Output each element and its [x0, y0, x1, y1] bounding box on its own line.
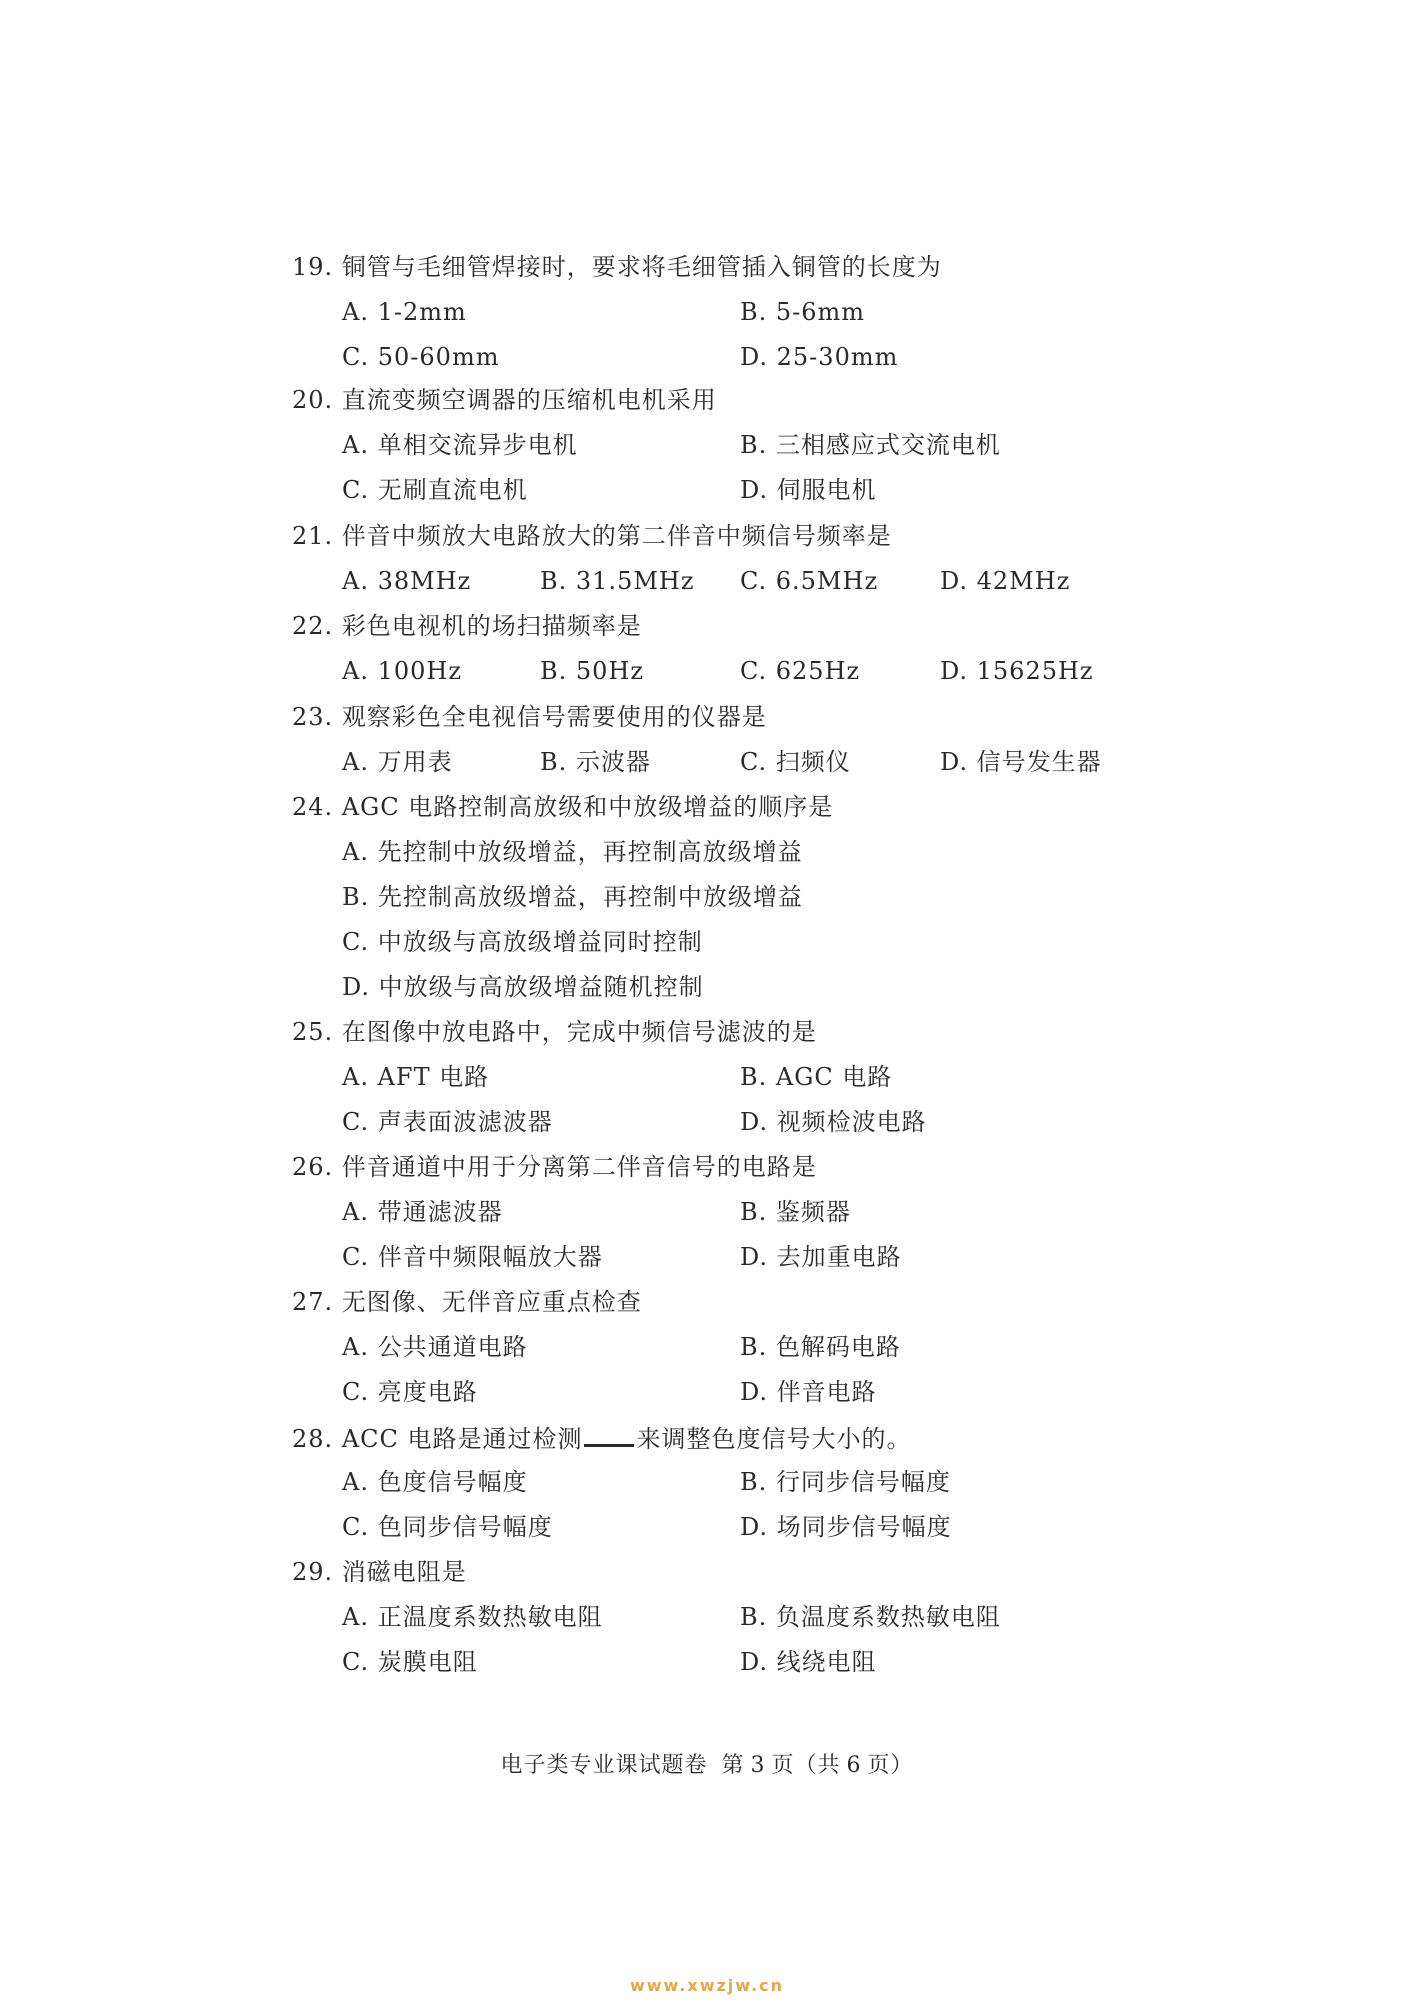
- q20-option-b: B. 三相感应式交流电机: [740, 431, 1001, 459]
- q27-option-d: D. 伴音电路: [740, 1378, 877, 1406]
- q19-option-b: B. 5-6mm: [740, 298, 866, 326]
- q20-option-c: C. 无刷直流电机: [342, 476, 528, 504]
- question-20-stem: 20. 直流变频空调器的压缩机电机采用: [292, 386, 717, 414]
- q20-option-a: A. 单相交流异步电机: [342, 431, 578, 459]
- q24-option-d: D. 中放级与高放级增益随机控制: [342, 973, 704, 1001]
- q28-option-c: C. 色同步信号幅度: [342, 1513, 553, 1541]
- question-25-stem: 25. 在图像中放电路中，完成中频信号滤波的是: [292, 1018, 817, 1046]
- q28-option-d: D. 场同步信号幅度: [740, 1513, 952, 1541]
- q22-option-b: B. 50Hz: [540, 657, 645, 685]
- q26-option-a: A. 带通滤波器: [342, 1198, 503, 1226]
- q21-option-b: B. 31.5MHz: [540, 567, 695, 595]
- page-footer: [0, 1748, 1414, 1779]
- q26-option-d: D. 去加重电路: [740, 1243, 902, 1271]
- question-21-stem: 21. 伴音中频放大电路放大的第二伴音中频信号频率是: [292, 522, 892, 550]
- q22-option-d: D. 15625Hz: [940, 657, 1094, 685]
- q19-option-c: C. 50-60mm: [342, 343, 500, 371]
- q28-stem-after: 来调整色度信号大小的。: [636, 1425, 912, 1453]
- q27-option-b: B. 色解码电路: [740, 1333, 901, 1361]
- footer-page-total: 6: [846, 1753, 862, 1778]
- q25-option-c: C. 声表面波滤波器: [342, 1108, 553, 1136]
- question-27-stem: 27. 无图像、无伴音应重点检查: [292, 1288, 642, 1316]
- q28-option-a: A. 色度信号幅度: [342, 1468, 528, 1496]
- q28-stem-before: 28. ACC 电路是通过检测: [292, 1425, 583, 1453]
- q29-option-a: A. 正温度系数热敏电阻: [342, 1603, 603, 1631]
- q29-option-b: B. 负温度系数热敏电阻: [740, 1603, 1001, 1631]
- q25-option-b: B. AGC 电路: [740, 1063, 893, 1091]
- question-23-stem: 23. 观察彩色全电视信号需要使用的仪器是: [292, 703, 767, 731]
- q21-option-a: A. 38MHz: [342, 567, 472, 595]
- q21-option-c: C. 6.5MHz: [740, 567, 879, 595]
- q24-option-a: A. 先控制中放级增益，再控制高放级增益: [342, 838, 803, 866]
- site-watermark: www.xwzjw.cn: [629, 1976, 784, 1995]
- q22-option-c: C. 625Hz: [740, 657, 861, 685]
- q23-option-b: B. 示波器: [540, 748, 651, 776]
- q29-option-c: C. 炭膜电阻: [342, 1648, 478, 1676]
- footer-page-suffix: 页）: [867, 1753, 914, 1778]
- q23-option-a: A. 万用表: [342, 748, 453, 776]
- q23-option-d: D. 信号发生器: [940, 748, 1102, 776]
- question-24-stem: 24. AGC 电路控制高放级和中放级增益的顺序是: [292, 793, 834, 821]
- q20-option-d: D. 伺服电机: [740, 476, 877, 504]
- q24-option-c: C. 中放级与高放级增益同时控制: [342, 928, 703, 956]
- question-22-stem: 22. 彩色电视机的场扫描频率是: [292, 612, 642, 640]
- footer-page-number: 3: [750, 1753, 766, 1778]
- q28-option-b: B. 行同步信号幅度: [740, 1468, 951, 1496]
- q27-option-c: C. 亮度电路: [342, 1378, 478, 1406]
- fill-in-blank: [584, 1422, 634, 1447]
- question-26-stem: 26. 伴音通道中用于分离第二伴音信号的电路是: [292, 1153, 817, 1181]
- footer-title: 电子类专业课试题卷: [500, 1753, 708, 1778]
- q25-option-a: A. AFT 电路: [342, 1063, 490, 1091]
- q24-option-b: B. 先控制高放级增益，再控制中放级增益: [342, 883, 803, 911]
- question-19-stem: 19. 铜管与毛细管焊接时，要求将毛细管插入铜管的长度为: [292, 253, 942, 281]
- q27-option-a: A. 公共通道电路: [342, 1333, 528, 1361]
- q19-option-d: D. 25-30mm: [740, 343, 899, 371]
- q26-option-b: B. 鉴频器: [740, 1198, 851, 1226]
- q23-option-c: C. 扫频仪: [740, 748, 851, 776]
- q26-option-c: C. 伴音中频限幅放大器: [342, 1243, 603, 1271]
- q25-option-d: D. 视频检波电路: [740, 1108, 927, 1136]
- question-28-stem: [292, 1422, 911, 1454]
- q22-option-a: A. 100Hz: [342, 657, 462, 685]
- footer-page-mid: 页（共: [771, 1753, 841, 1778]
- q19-option-a: A. 1-2mm: [342, 298, 467, 326]
- question-29-stem: 29. 消磁电阻是: [292, 1558, 467, 1586]
- footer-page-prefix: 第: [721, 1753, 745, 1778]
- q21-option-d: D. 42MHz: [940, 567, 1071, 595]
- q29-option-d: D. 线绕电阻: [740, 1648, 877, 1676]
